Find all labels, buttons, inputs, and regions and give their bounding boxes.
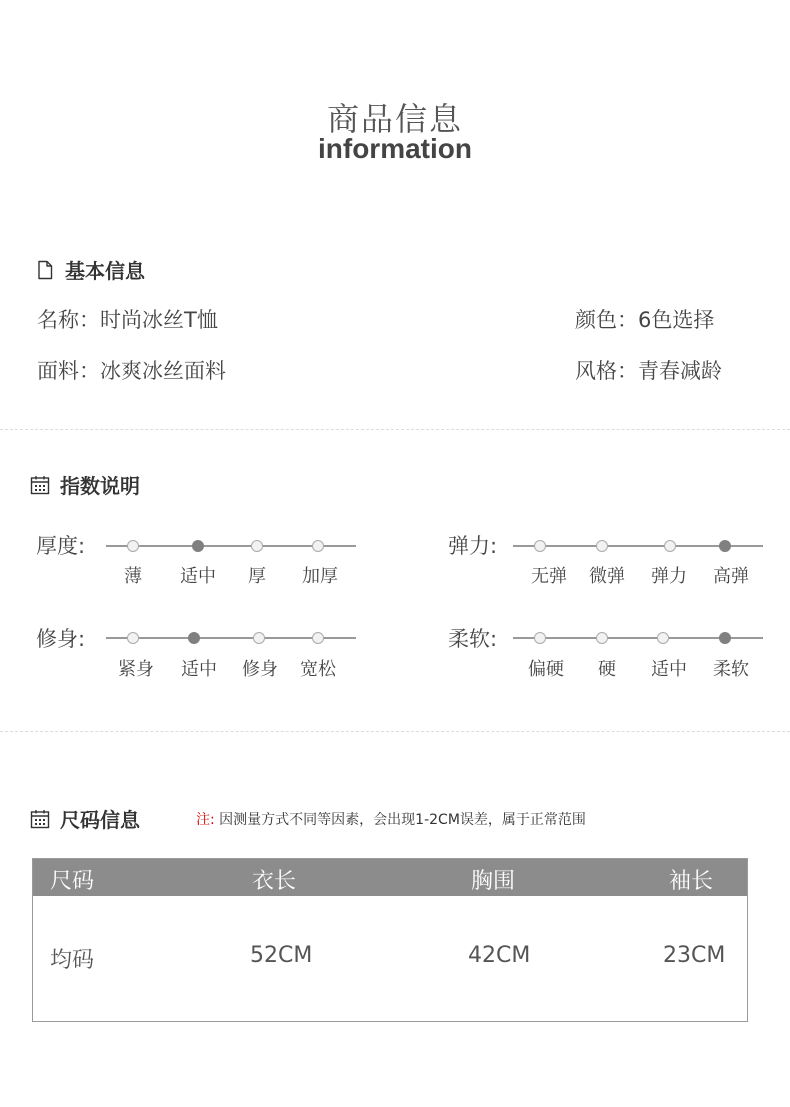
column-header: 袖长 bbox=[669, 869, 714, 894]
scale-option: 微弹 bbox=[589, 566, 625, 587]
calendar-icon bbox=[30, 809, 50, 829]
column-header: 尺码 bbox=[50, 869, 95, 894]
table-cell: 42CM bbox=[468, 943, 531, 968]
table-cell: 均码 bbox=[50, 948, 95, 973]
product-style: 风格：青春减龄 bbox=[575, 359, 722, 383]
scale-dot bbox=[312, 632, 324, 644]
scale-label-fit: 修身: bbox=[36, 627, 86, 651]
scale-dot bbox=[127, 632, 139, 644]
scale-option: 无弹 bbox=[531, 566, 567, 587]
scale-option: 厚 bbox=[248, 566, 266, 587]
scale-option: 高弹 bbox=[713, 566, 749, 587]
size-note bbox=[196, 809, 586, 829]
scale-dot bbox=[719, 632, 731, 644]
scale-option: 加厚 bbox=[302, 566, 338, 587]
scale-dot bbox=[251, 540, 263, 552]
scale-label-thickness: 厚度: bbox=[36, 534, 86, 558]
scale-option: 紧身 bbox=[118, 659, 154, 680]
size-title: 尺码信息 bbox=[60, 808, 140, 832]
scale-dot bbox=[127, 540, 139, 552]
column-header: 衣长 bbox=[252, 869, 297, 894]
basic-info-title: 基本信息 bbox=[65, 259, 145, 283]
product-fabric: 面料：冰爽冰丝面料 bbox=[37, 359, 226, 383]
scale-option: 适中 bbox=[180, 566, 216, 587]
divider bbox=[0, 429, 790, 430]
product-color: 颜色：6色选择 bbox=[575, 308, 715, 332]
scale-option: 柔软 bbox=[713, 659, 749, 680]
index-header bbox=[30, 470, 140, 499]
page-title-cn: 商品信息 bbox=[326, 100, 463, 138]
scale-option: 适中 bbox=[651, 659, 687, 680]
scale-dot bbox=[664, 540, 676, 552]
size-header bbox=[30, 804, 140, 833]
scale-dot bbox=[657, 632, 669, 644]
scale-option: 适中 bbox=[181, 659, 217, 680]
calendar-icon bbox=[30, 475, 50, 495]
scale-dot bbox=[596, 540, 608, 552]
divider bbox=[0, 731, 790, 732]
scale-option: 薄 bbox=[124, 566, 142, 587]
table-header bbox=[33, 859, 747, 896]
scale-dot bbox=[312, 540, 324, 552]
scale-option: 偏硬 bbox=[528, 659, 564, 680]
scale-option: 弹力 bbox=[651, 566, 687, 587]
scale-option: 硬 bbox=[598, 659, 616, 680]
scale-dot bbox=[596, 632, 608, 644]
scale-dot bbox=[188, 632, 200, 644]
size-table bbox=[32, 858, 748, 1022]
basic-info-header bbox=[35, 255, 145, 284]
scale-dot bbox=[534, 632, 546, 644]
note-text: 因测量方式不同等因素，会出现1-2CM误差，属于正常范围 bbox=[219, 812, 586, 828]
scale-dot bbox=[253, 632, 265, 644]
table-cell: 23CM bbox=[663, 943, 726, 968]
scale-option: 修身 bbox=[242, 659, 278, 680]
note-prefix: 注: bbox=[196, 812, 215, 828]
scale-label-softness: 柔软: bbox=[448, 627, 498, 651]
column-header: 胸围 bbox=[471, 869, 516, 894]
page-title-en: information bbox=[318, 133, 472, 164]
scale-dot bbox=[534, 540, 546, 552]
scale-option: 宽松 bbox=[300, 659, 336, 680]
scale-label-elasticity: 弹力: bbox=[448, 534, 498, 558]
scale-dot bbox=[719, 540, 731, 552]
product-name: 名称：时尚冰丝T恤 bbox=[37, 308, 218, 332]
scale-dot bbox=[192, 540, 204, 552]
table-cell: 52CM bbox=[250, 943, 313, 968]
document-icon bbox=[35, 260, 55, 280]
index-title: 指数说明 bbox=[60, 474, 140, 498]
